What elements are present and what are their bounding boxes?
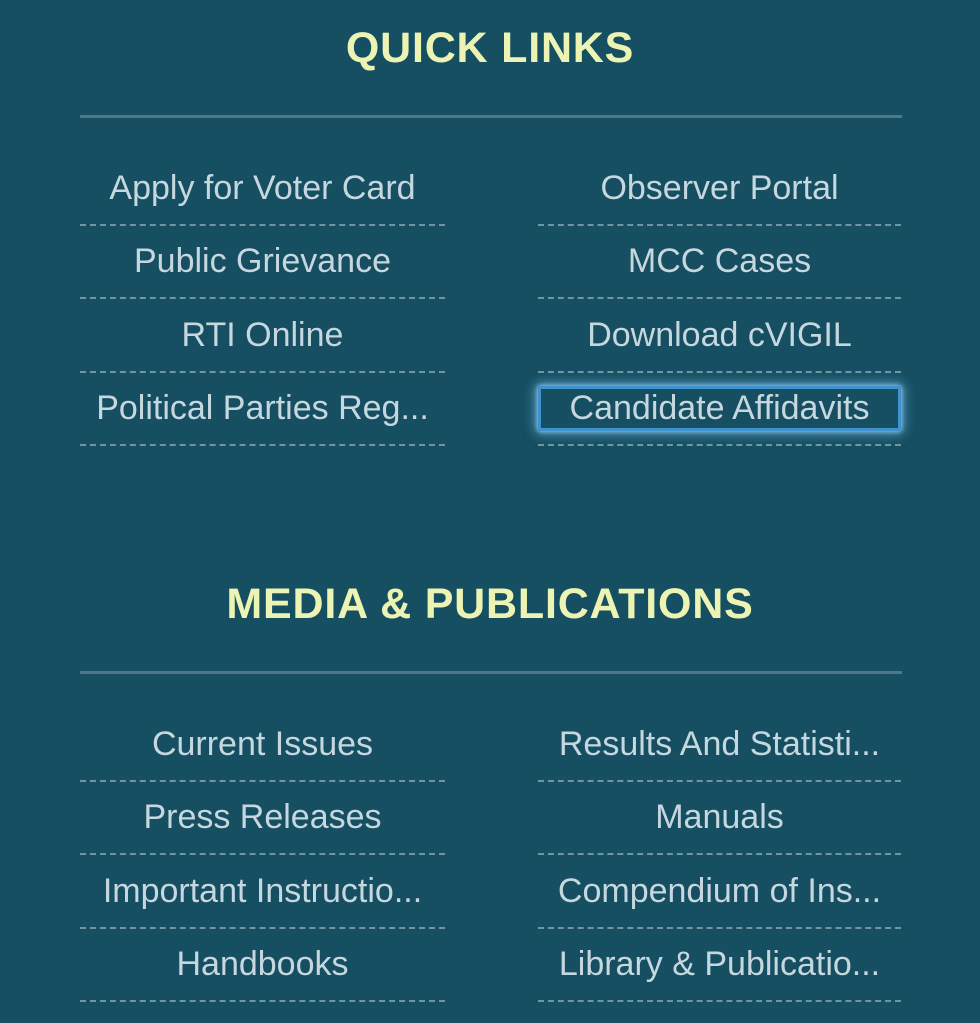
focus-ring-highlight: Candidate Affidavits xyxy=(538,386,901,431)
link-handbooks[interactable] xyxy=(80,929,445,1003)
link-label: RTI Online xyxy=(181,315,344,354)
link-download-cvigil[interactable] xyxy=(538,299,901,373)
link-label: Results And Statisti... xyxy=(558,724,881,763)
link-label: Observer Portal xyxy=(600,168,839,207)
link-political-parties-registration[interactable] xyxy=(80,373,445,447)
link-label: Press Releases xyxy=(143,798,382,837)
link-compendium-of-instructions[interactable] xyxy=(538,855,901,929)
link-label: Political Parties Reg... xyxy=(96,389,429,428)
link-label: MCC Cases xyxy=(627,242,812,281)
link-label: Current Issues xyxy=(151,724,374,763)
link-manuals[interactable] xyxy=(538,782,901,856)
link-label: Compendium of Ins... xyxy=(557,871,882,910)
link-apply-for-voter-card[interactable] xyxy=(80,152,445,226)
media-publications-divider xyxy=(80,671,902,674)
link-label: Manuals xyxy=(655,798,784,837)
link-important-instructions[interactable] xyxy=(80,855,445,929)
quick-links-section xyxy=(0,22,980,446)
link-results-and-statistics[interactable] xyxy=(538,708,901,782)
link-label: Library & Publicatio... xyxy=(558,945,881,984)
link-library-and-publications[interactable] xyxy=(538,929,901,1003)
link-label: Apply for Voter Card xyxy=(109,168,416,207)
quick-links-title: QUICK LINKS xyxy=(345,24,635,72)
link-label: Important Instructio... xyxy=(102,871,423,910)
link-press-releases[interactable] xyxy=(80,782,445,856)
quick-links-divider xyxy=(80,115,902,118)
media-publications-section xyxy=(0,578,980,1002)
link-label: Download cVIGIL xyxy=(587,315,852,354)
link-current-issues[interactable] xyxy=(80,708,445,782)
link-mcc-cases[interactable] xyxy=(538,226,901,300)
media-publications-title: MEDIA & PUBLICATIONS xyxy=(226,580,754,628)
link-label: Handbooks xyxy=(176,945,349,984)
media-publications-grid xyxy=(0,708,980,1002)
link-rti-online[interactable] xyxy=(80,299,445,373)
link-public-grievance[interactable] xyxy=(80,226,445,300)
link-candidate-affidavits[interactable] xyxy=(538,373,901,447)
link-observer-portal[interactable] xyxy=(538,152,901,226)
quick-links-grid xyxy=(0,152,980,446)
link-label: Public Grievance xyxy=(133,242,391,281)
